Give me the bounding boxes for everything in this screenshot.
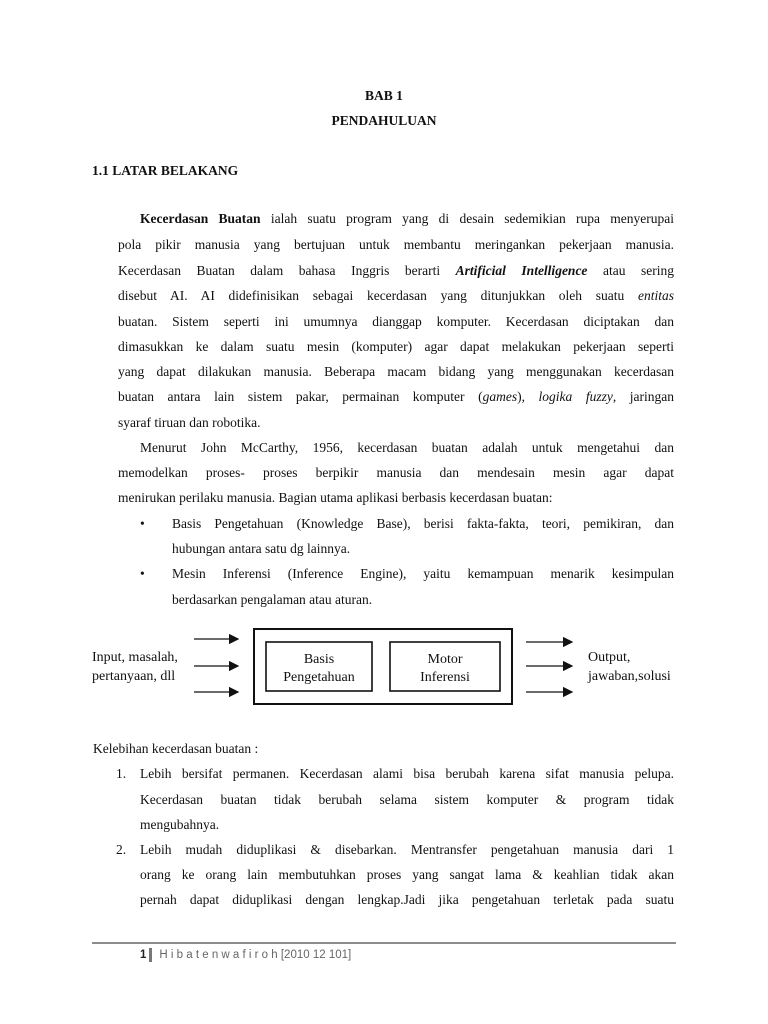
advantage-2-line-2: orang ke orang lain membutuhkan proses yang sangat lama & keahlian tidak akan: [140, 867, 674, 882]
paragraph-1-line-6: dimasukkan ke dalam suatu mesin (komputer) agar dapat melakukan pekerjaan seperti: [118, 339, 674, 354]
diagram-input-label-2: pertanyaan, dll: [92, 669, 176, 684]
section-heading: 1.1 LATAR BELAKANG: [92, 163, 239, 178]
paragraph-1-line-5: buatan. Sistem seperti ini umumnya dianggap komputer. Kecerdasan diciptakan dan: [118, 314, 674, 329]
bullet-2-line-2: berdasarkan pengalaman atau aturan.: [172, 592, 373, 607]
paragraph-1-line-9: syaraf tiruan dan robotika.: [118, 415, 261, 430]
footer-divider: [149, 948, 152, 962]
diagram-output-label-2: jawaban,solusi: [588, 669, 671, 684]
advantages-intro: Kelebihan kecerdasan buatan :: [93, 741, 259, 756]
paragraph-2-line-2: memodelkan proses- proses berpikir manusia dan mendesain mesin agar dapat: [118, 465, 674, 480]
knowledge-base-label-1: Basis: [303, 652, 335, 667]
term-kecerdasan-buatan: Kecerdasan Buatan: [140, 211, 261, 226]
bullet-marker: •: [140, 516, 145, 531]
advantage-1-line-3: mengubahnya.: [140, 817, 220, 832]
list-number-1: 1.: [116, 766, 127, 781]
chapter-subtitle: PENDAHULUAN: [331, 113, 437, 128]
advantage-1-line-1: Lebih bersifat permanen. Kecerdasan alami bisa berubah karena sifat manusia pelupa.: [140, 766, 674, 781]
ai-system-diagram: [88, 622, 684, 708]
paragraph-2-line-1: Menurut John McCarthy, 1956, kecerdasan buatan adalah untuk mengetahui dan: [140, 440, 674, 455]
paragraph-1-line-2: pola pikir manusia yang bertujuan untuk membantu meringankan pekerjaan manusia.: [118, 237, 674, 252]
page-footer: [140, 948, 351, 962]
page-number: 1: [140, 949, 147, 962]
footer-student-id: [2010 12 101]: [280, 949, 352, 962]
term-artificial-intelligence: Artificial Intelligence: [455, 263, 588, 278]
bullet-marker: •: [140, 566, 145, 581]
diagram-input-label-1: Input, masalah,: [92, 650, 178, 665]
inference-engine-label-2: Inferensi: [420, 670, 470, 685]
system-outer-box: [254, 629, 512, 704]
paragraph-1-line-1: Kecerdasan Buatan ialah suatu program yang di desain sedemikian rupa menyerupai: [140, 211, 674, 226]
bullet-1-line-1: Basis Pengetahuan (Knowledge Base), berisi fakta-fakta, teori, pemikiran, dan: [172, 516, 674, 531]
advantage-1-line-2: Kecerdasan buatan tidak berubah selama sistem komputer & program tidak: [140, 792, 674, 807]
footer-rule: [92, 942, 676, 944]
paragraph-1-line-4: disebut AI. AI didefinisikan sebagai kecerdasan yang ditunjukkan oleh suatu entitas: [118, 288, 674, 303]
paragraph-1-line-7: yang dapat dilakukan manusia. Beberapa macam bidang yang menggunakan kecerdasan: [118, 364, 674, 379]
paragraph-2-line-3: menirukan perilaku manusia. Bagian utama aplikasi berbasis kecerdasan buatan:: [118, 490, 553, 505]
chapter-title: BAB 1: [365, 88, 403, 103]
paragraph-1-line-3: Kecerdasan Buatan dalam bahasa Inggris berarti Artificial Intelligence atau sering: [118, 263, 674, 278]
paragraph-1-line-8: buatan antara lain sistem pakar, permainan komputer (games), logika fuzzy, jaringan: [118, 389, 675, 404]
knowledge-base-label-2: Pengetahuan: [283, 670, 355, 685]
bullet-2-line-1: Mesin Inferensi (Inference Engine), yaitu kemampuan menarik kesimpulan: [172, 566, 674, 581]
inference-engine-label-1: Motor: [427, 652, 463, 667]
advantage-2-line-1: Lebih mudah diduplikasi & disebarkan. Mentransfer pengetahuan manusia dari 1: [140, 842, 674, 857]
footer-author: H i b a t e n w a f i r o h: [159, 949, 278, 962]
bullet-1-line-2: hubungan antara satu dg lainnya.: [172, 541, 351, 556]
advantage-2-line-3: pernah dapat diduplikasi dengan lengkap.Jadi jika pengetahuan terletak pada suatu: [140, 892, 674, 907]
list-number-2: 2.: [116, 842, 127, 857]
diagram-output-label-1: Output,: [588, 650, 631, 665]
